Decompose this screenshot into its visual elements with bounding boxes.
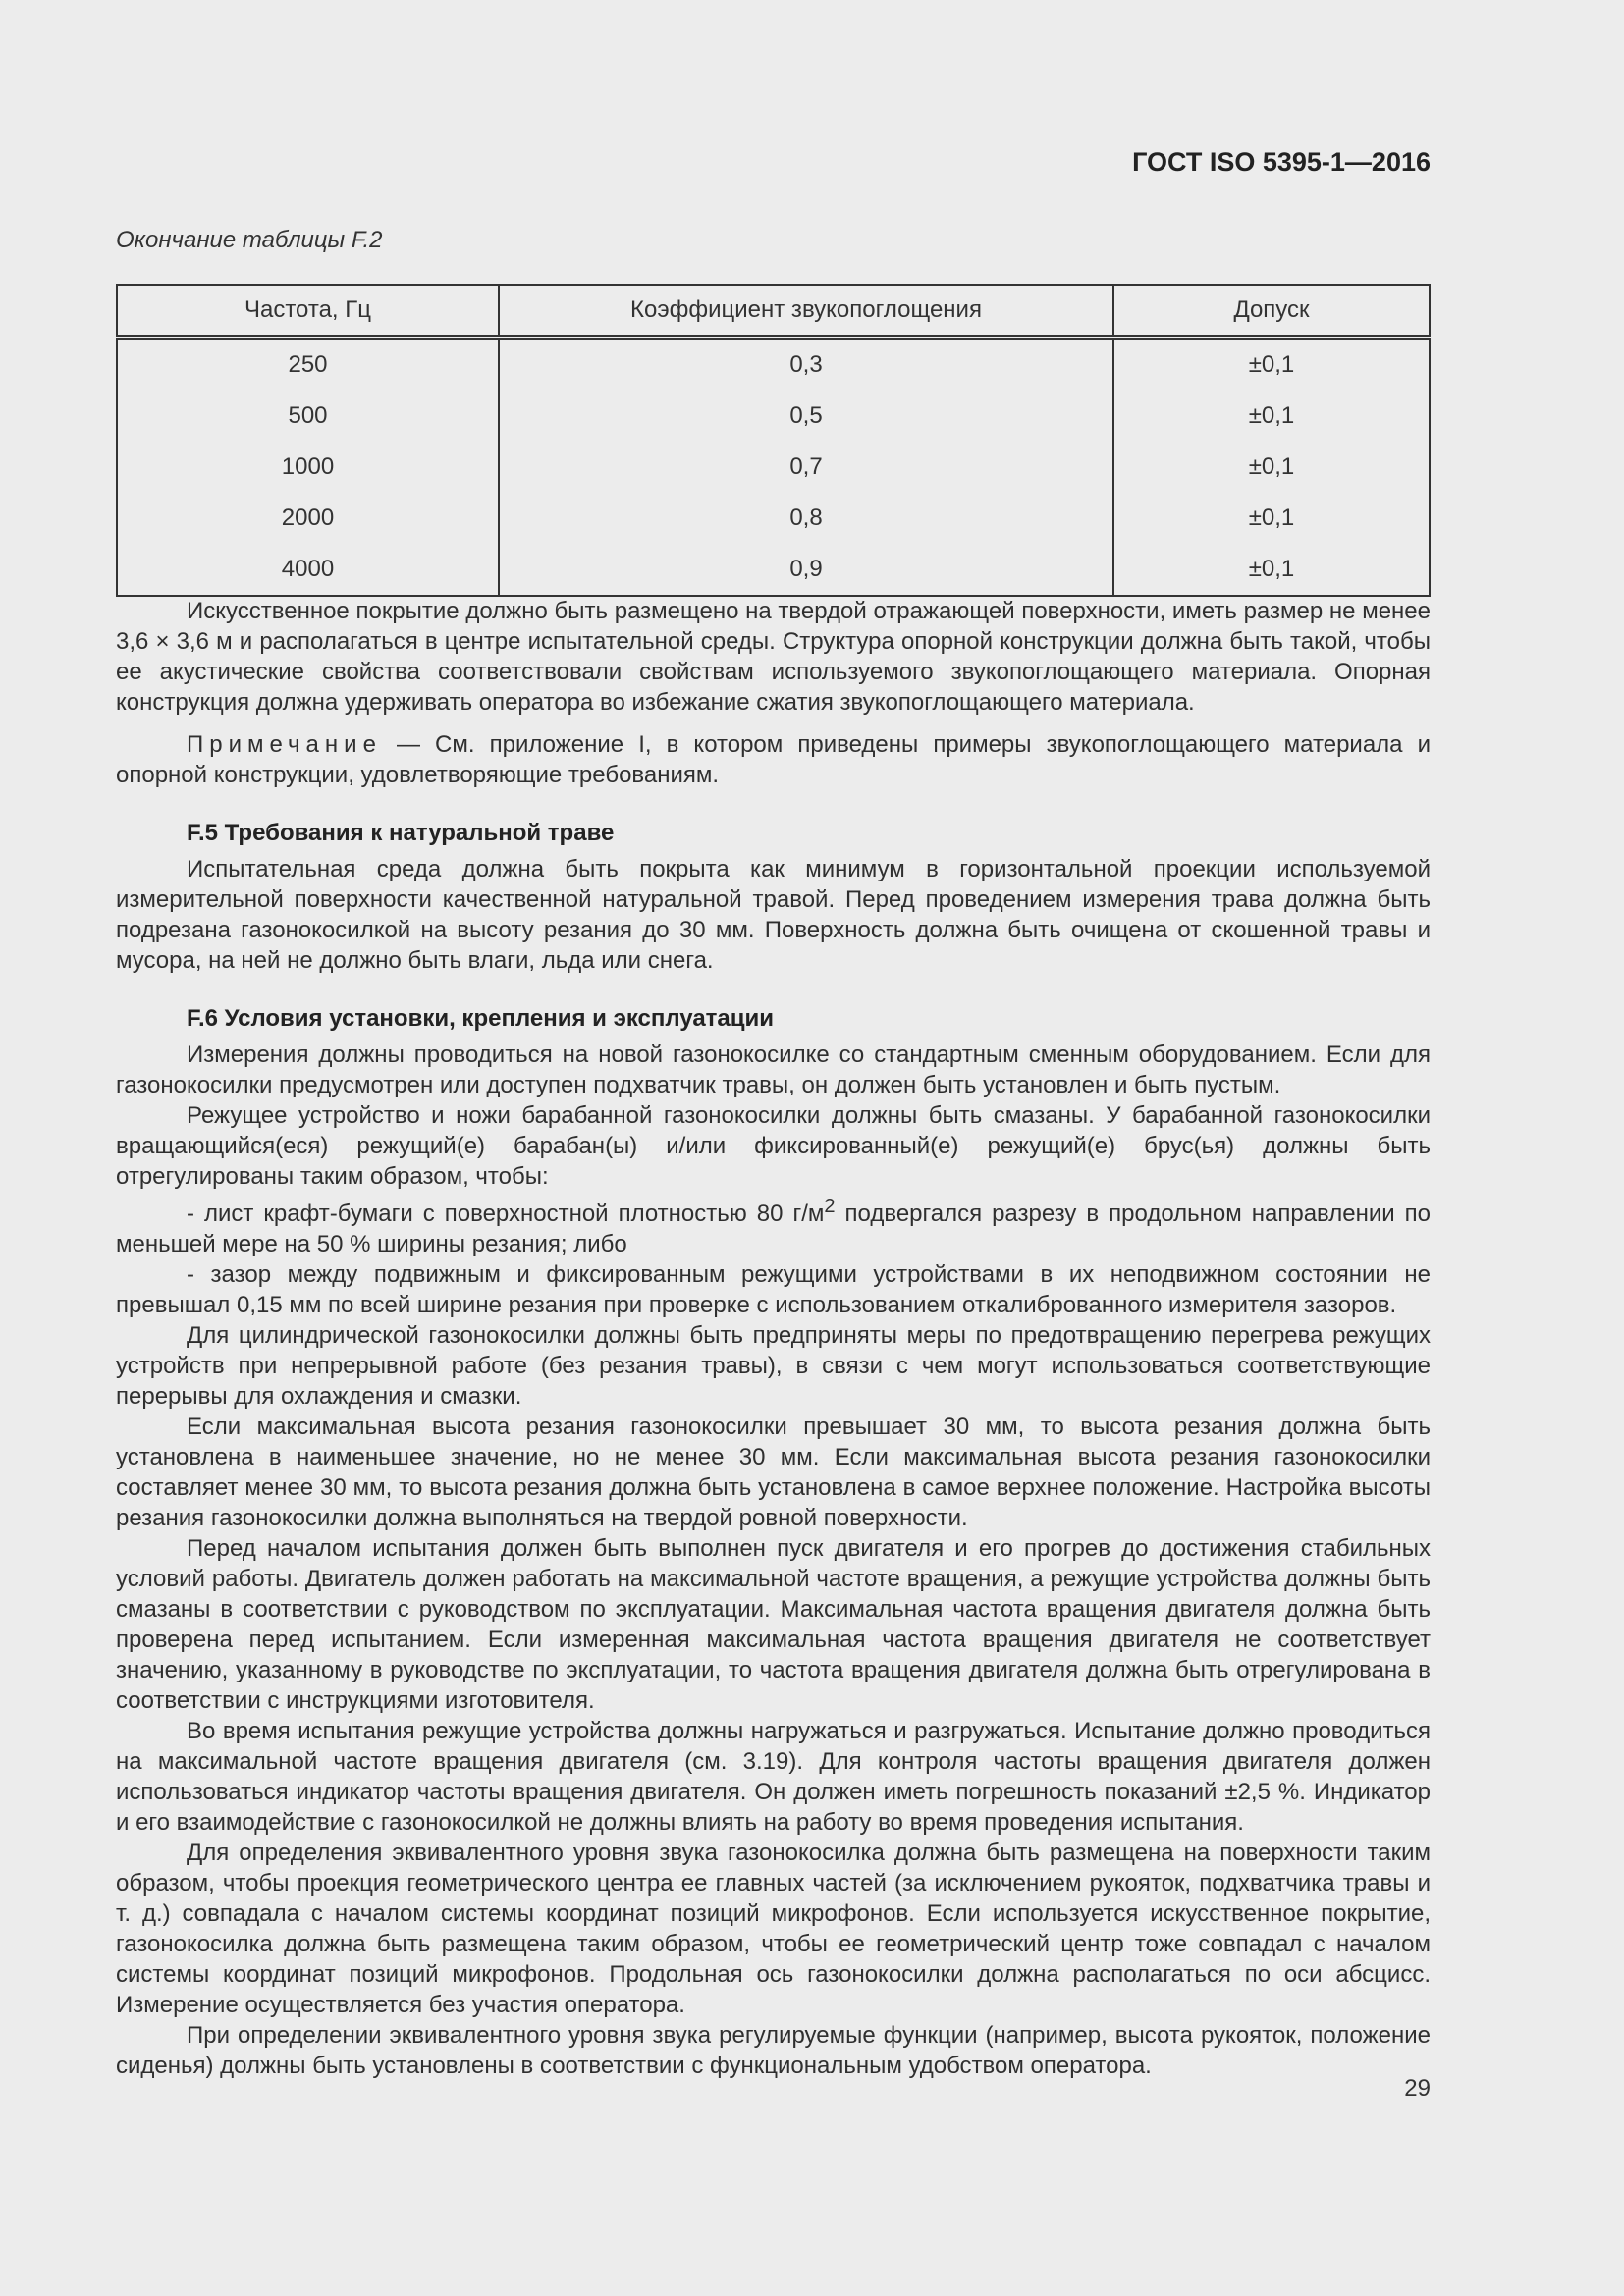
column-header-tolerance: Допуск — [1113, 285, 1430, 338]
cell-tolerance: ±0,1 — [1113, 544, 1430, 596]
cell-coefficient: 0,3 — [499, 338, 1113, 392]
list-item-text: подвергался разрезу в продольном направлении по меньшей мере на 50 % ширины резания; либо — [116, 1201, 1432, 1257]
cell-coefficient: 0,8 — [499, 493, 1113, 544]
table-row — [117, 544, 1430, 596]
document-id-header: ГОСТ ISO 5395-1—2016 — [1132, 147, 1431, 177]
note-paragraph — [116, 729, 1431, 790]
cell-frequency: 250 — [117, 338, 499, 392]
paragraph: Искусственное покрытие должно быть размещено на твердой отражающей поверхности, иметь размер не менее 3,6 × 3,6 м и располагаться в центре испытательной среды. Структура опорной конструкции должна быть такой, чтобы ее акустические свойства соответствовали свойствам используемого звукопоглощающего материала. Опорная конструкция должна удерживать оператора во избежание сжатия звукопоглощающего материала. — [116, 598, 1431, 716]
cell-frequency: 4000 — [117, 544, 499, 596]
section-heading-f6: F.6 Условия установки, крепления и эксплуатации — [187, 1005, 775, 1032]
cell-coefficient: 0,5 — [499, 391, 1113, 442]
paragraph: Испытательная среда должна быть покрыта как минимум в горизонтальной проекции используемой измерительной поверхности качественной натуральной травой. Перед проведением измерения трава должна быть подрезана газонокосилкой на высоту резания до 30 мм. Поверхность должна быть очищена от скошенной травы и мусора, на ней не должно быть влаги, льда или снега. — [116, 856, 1431, 974]
table-header-row — [117, 285, 1430, 338]
note-label: Примечание — [187, 731, 382, 758]
table-row — [117, 493, 1430, 544]
cell-frequency: 500 — [117, 391, 499, 442]
paragraph: Если максимальная высота резания газонокосилки превышает 30 мм, то высота резания должна быть установлена в наименьшее значение, но не менее 30 мм. Если максимальная высота резания газонокосилки составляет менее 30 мм, то высота резания должна быть установлена в самое верхнее положение. Настройка высоты резания газонокосилки должна выполняться на твердой ровной поверхности. — [116, 1414, 1431, 1531]
paragraph: При определении эквивалентного уровня звука регулируемые функции (например, высота рукояток, положение сиденья) должны быть установлены в соответствии с функциональным удобством оператора. — [116, 2022, 1431, 2079]
paragraph: Измерения должны проводиться на новой газонокосилке со стандартным сменным оборудованием. Если для газонокосилки предусмотрен или доступен подхватчик травы, он должен быть установлен и быть пустым. — [116, 1041, 1431, 1098]
cell-tolerance: ±0,1 — [1113, 338, 1430, 392]
table-row — [117, 338, 1430, 392]
paragraph: Перед началом испытания должен быть выполнен пуск двигателя и его прогрев до достижения стабильных условий работы. Двигатель должен работать на максимальной частоте вращения, а режущие устройства должны быть смазаны в соответствии с руководством по эксплуатации. Максимальная частота вращения двигателя должна быть проверена перед испытанием. Если измеренная максимальная частота вращения двигателя не соответствует значению, указанному в руководстве по эксплуатации, то частота вращения двигателя должна быть отрегулирована в соответствии с инструкциями изготовителя. — [116, 1535, 1431, 1714]
section-heading-f5: F.5 Требования к натуральной траве — [187, 820, 615, 846]
list-item-text: - лист крафт-бумаги с поверхностной плотностью 80 г/м — [187, 1201, 825, 1227]
table-row — [117, 391, 1430, 442]
cell-tolerance: ±0,1 — [1113, 391, 1430, 442]
table-caption: Окончание таблицы F.2 — [116, 227, 383, 253]
document-body — [116, 596, 1431, 2081]
column-header-frequency: Частота, Гц — [117, 285, 499, 338]
list-item — [116, 1192, 1431, 1259]
cell-coefficient: 0,7 — [499, 442, 1113, 493]
list-item: - зазор между подвижным и фиксированным режущими устройствами в их неподвижном состоянии не превышал 0,15 мм по всей ширине резания при проверке с использованием откалиброванного измерителя зазоров. — [116, 1261, 1431, 1318]
cell-tolerance: ±0,1 — [1113, 442, 1430, 493]
column-header-coefficient: Коэффициент звукопоглощения — [499, 285, 1113, 338]
cell-frequency: 2000 — [117, 493, 499, 544]
paragraph: Для определения эквивалентного уровня звука газонокосилка должна быть размещена на поверхности таким образом, чтобы проекция геометрического центра ее главных частей (за исключением рукояток, подхватчика травы и т. д.) совпадала с началом системы координат позиций микрофонов. Если используется искусственное покрытие, газонокосилка должна быть размещена таким образом, чтобы ее геометрический центр тоже совпадал с началом системы координат позиций микрофонов. Продольная ось газонокосилки должна располагаться по оси абсцисс. Измерение осуществляется без участия оператора. — [116, 1840, 1431, 2018]
cell-frequency: 1000 — [117, 442, 499, 493]
superscript: 2 — [824, 1196, 836, 1217]
page-number: 29 — [1404, 2075, 1431, 2102]
cell-tolerance: ±0,1 — [1113, 493, 1430, 544]
paragraph: Для цилиндрической газонокосилки должны быть предприняты меры по предотвращению перегрева режущих устройств при непрерывной работе (без резания травы), в связи с чем могут использоваться соответствующие перерывы для охлаждения и смазки. — [116, 1322, 1431, 1410]
cell-coefficient: 0,9 — [499, 544, 1113, 596]
absorption-table — [116, 284, 1431, 597]
note-text: — См. приложение I, в котором приведены примеры звукопоглощающего материала и опорной конструкции, удовлетворяющие требованиям. — [116, 731, 1431, 788]
paragraph: Во время испытания режущие устройства должны нагружаться и разгружаться. Испытание должно проводиться на максимальной частоте вращения двигателя (см. 3.19). Для контроля частоты вращения двигателя должен использоваться индикатор частоты вращения двигателя. Он должен иметь погрешность показаний ±2,5 %. Индикатор и его взаимодействие с газонокосилкой не должны влиять на работу во время проведения испытания. — [116, 1718, 1431, 1836]
paragraph: Режущее устройство и ножи барабанной газонокосилки должны быть смазаны. У барабанной газонокосилки вращающийся(еся) режущий(е) барабан(ы) и/или фиксированный(е) режущий(е) брус(ья) должны быть отрегулированы таким образом, чтобы: — [116, 1102, 1431, 1190]
table-row — [117, 442, 1430, 493]
